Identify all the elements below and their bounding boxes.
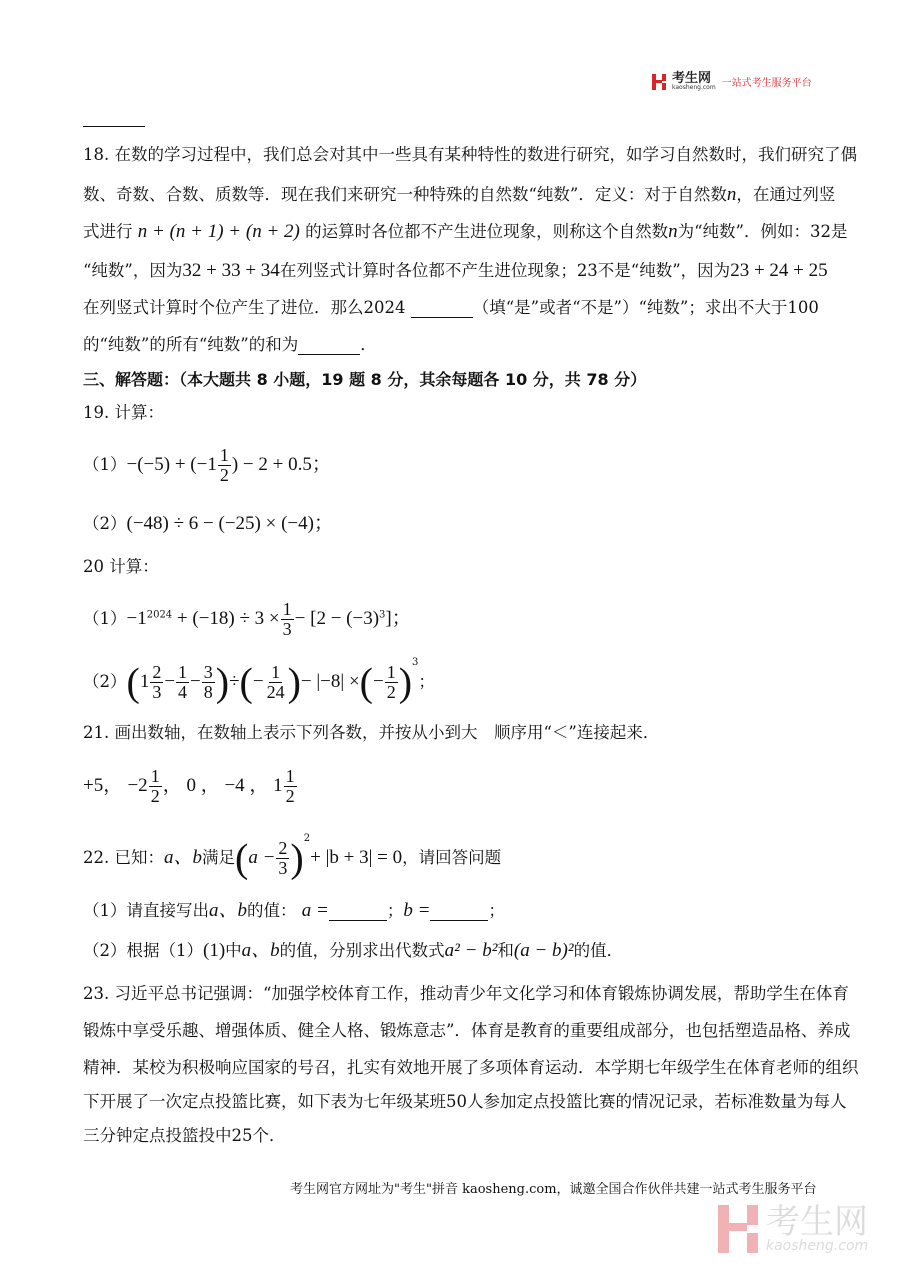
q23-line: 锻炼中享受乐趣、增强体质、健全人格、锻炼意志”．体育是教育的重要组成部分，也包括塑造品格、养成 bbox=[83, 1021, 851, 1040]
q23-line: 精神．某校为积极响应国家的号召，扎实有效地开展了多项体育运动．本学期七年级学生在体育老师的组织 bbox=[83, 1058, 859, 1077]
q18-line1: 18. 在数的学习过程中，我们总会对其中一些具有某种特性的数进行研究，如学习自然数时，我们研究了偶 bbox=[83, 145, 857, 164]
q18-line2: 数、奇数、合数、质数等．现在我们来研究一种特殊的自然数“纯数”．定义：对于自然数n，在通过列竖 bbox=[83, 184, 836, 205]
footer-text: 考生网官方网址为"考生"拼音 kaosheng.com，诚邀全国合作伙伴共建一站式考生服务平台 bbox=[290, 1182, 817, 1197]
q21-title: 21. 画出数轴，在数轴上表示下列各数，并按从小到大 顺序用“＜”连接起来． bbox=[83, 723, 660, 742]
site-logo[interactable] bbox=[652, 72, 812, 91]
logo-sub: kaosheng.com bbox=[672, 84, 716, 91]
logo-text: 考生网 bbox=[672, 71, 712, 86]
watermark-text: 考生网 bbox=[766, 1202, 868, 1242]
q22-title: 22. 已知：a、b满足(a − $\frac{2}{3}$ )$^2$+ |b + 3| = 0，请回答问题 bbox=[83, 833, 502, 881]
watermark-mark-icon bbox=[718, 1205, 758, 1253]
q21-numbers: +5， −2 $\frac{1}{2}$ ， 0 ， −4 ， 1 $\frac{1}{2}$ bbox=[83, 766, 295, 806]
watermark-logo bbox=[718, 1202, 869, 1254]
slogan: 一站式考生服务平台 bbox=[721, 78, 812, 89]
watermark-sub: kaosheng.com bbox=[766, 1238, 869, 1254]
top-rule bbox=[83, 126, 145, 127]
q19-title: 19. 计算： bbox=[83, 403, 164, 422]
answer-blank[interactable] bbox=[411, 300, 473, 318]
q20-part2: （2）(1 $\frac{2}{3}$ − $\frac{1}{4}$ − $\frac{3}{8}$ )÷(− $\frac{1}{24}$ )− |−8| ×(− $\frac{1}{2}$ )$^3$； bbox=[83, 657, 435, 705]
q20-title: 20 计算： bbox=[83, 557, 159, 576]
q22-part1: （1）请直接写出a、b的值： a = ；b = ； bbox=[83, 900, 505, 921]
q23-line: 下开展了一次定点投篮比赛，如下表为七年级某班50人参加定点投篮比赛的情况记录，若标准数量为每人 bbox=[83, 1092, 847, 1111]
answer-blank-a[interactable] bbox=[329, 903, 387, 921]
q18-line5: 在列竖式计算时个位产生了进位．那么2024 （填“是”或者“不是”）“纯数”；求出不大于100 bbox=[83, 298, 819, 317]
q19-part1: （1）−(−5) + (−1 $\frac{1}{2}$ ) − 2 + 0.5； bbox=[83, 445, 331, 485]
q19-part2: （2）(−48) ÷ 6 − (−25) × (−4)； bbox=[83, 513, 333, 534]
q18-line4: “纯数”，因为32 + 33 + 34在列竖式计算时各位都不产生进位现象；23不是“纯数”，因为23 + 24 + 25 bbox=[83, 260, 828, 281]
q18-line6: 的“纯数”的所有“纯数”的和为 ． bbox=[83, 335, 377, 354]
q22-part2: （2）根据（1）(1)中a、b的值，分别求出代数式a² − b²和(a − b)²的值． bbox=[83, 940, 624, 961]
logo-mark-icon bbox=[652, 74, 666, 90]
q23-line: 23. 习近平总书记强调：“加强学校体育工作，推动青少年文化学习和体育锻炼协调发展，帮助学生在体育 bbox=[83, 984, 849, 1003]
q18-line3: 式进行 n + (n + 1) + (n + 2) 的运算时各位都不产生进位现象，则称这个自然数n为“纯数”．例如：32是 bbox=[83, 221, 848, 242]
answer-blank-b[interactable] bbox=[430, 903, 488, 921]
answer-blank[interactable] bbox=[298, 337, 360, 355]
q20-part1: $(1)-1^{2024} + (-18) \div 3$ × $\frac{1}{3}$ − $[2 - (-3)^3]$； bbox=[83, 599, 411, 639]
q23-line: 三分钟定点投篮投中25个． bbox=[83, 1126, 286, 1145]
section-heading: 三、解答题：（本大题共 8 小题，19 题 8 分，其余每题各 10 分，共 78 分） bbox=[83, 370, 647, 389]
